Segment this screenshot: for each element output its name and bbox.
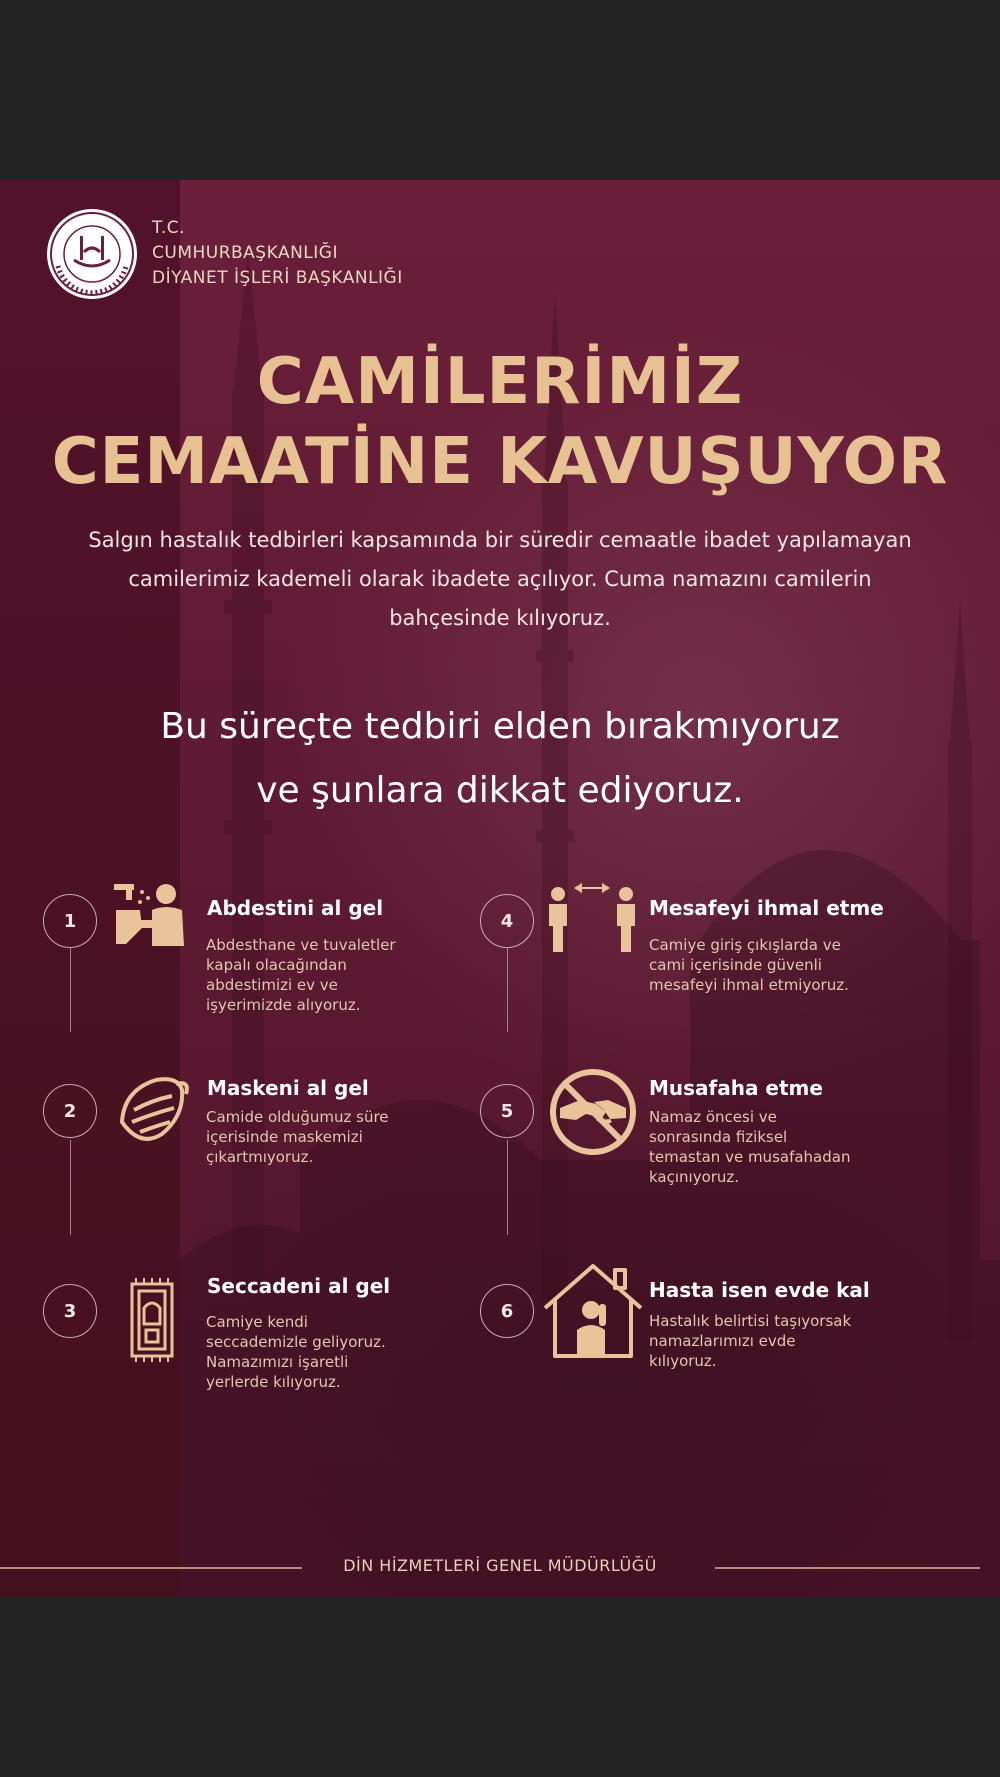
item-title-4: Mesafeyi ihmal etme bbox=[649, 896, 884, 920]
desc-line: sonrasında fiziksel bbox=[649, 1128, 788, 1146]
connector-line bbox=[507, 1140, 508, 1235]
step-number-5: 5 bbox=[480, 1084, 534, 1138]
poster bbox=[0, 180, 1000, 1597]
step-number-1: 1 bbox=[43, 894, 97, 948]
connector-line bbox=[507, 948, 508, 1032]
desc-line: kılıyoruz. bbox=[649, 1352, 717, 1370]
item-desc-3 bbox=[206, 1312, 386, 1392]
footer-department: DİN HİZMETLERİ GENEL MÜDÜRLÜĞÜ bbox=[343, 1556, 657, 1575]
desc-line: Abdesthane ve tuvaletler bbox=[206, 936, 396, 954]
desc-line: kapalı olacağından bbox=[206, 956, 347, 974]
desc-line: işyerimizde alıyoruz. bbox=[206, 996, 361, 1014]
item-desc-4 bbox=[649, 935, 849, 995]
main-title-line1: CAMİLERİMİZ bbox=[256, 345, 744, 419]
connector-line bbox=[70, 948, 71, 1032]
desc-line: seccademizle geliyoruz. bbox=[206, 1333, 386, 1351]
item-title-2: Maskeni al gel bbox=[207, 1076, 369, 1100]
intro-line2: camilerimiz kademeli olarak ibadete açılıyor. Cuma namazını camilerin bbox=[128, 567, 872, 591]
desc-line: Camiye giriş çıkışlarda ve bbox=[649, 936, 841, 954]
subtitle-line1: Bu süreçte tedbiri elden bırakmıyoruz bbox=[160, 706, 840, 747]
distance-icon bbox=[546, 880, 638, 954]
desc-line: namazlarımızı evde bbox=[649, 1332, 796, 1350]
step-number-2: 2 bbox=[43, 1084, 97, 1138]
desc-line: Namaz öncesi ve bbox=[649, 1108, 777, 1126]
org-line-tc: T.C. bbox=[152, 218, 186, 238]
main-title-line2: CEMAATİNE KAVUŞUYOR bbox=[51, 425, 949, 499]
step-number-4: 4 bbox=[480, 894, 534, 948]
desc-line: temastan ve musafahadan bbox=[649, 1148, 851, 1166]
desc-line: çıkartmıyoruz. bbox=[206, 1148, 314, 1166]
prayer-rug-icon bbox=[126, 1278, 178, 1362]
step-number-3: 3 bbox=[43, 1284, 97, 1338]
mask-icon bbox=[112, 1070, 192, 1150]
item-desc-5 bbox=[649, 1107, 850, 1187]
item-title-3: Seccadeni al gel bbox=[207, 1274, 391, 1298]
desc-line: kaçınıyoruz. bbox=[649, 1168, 740, 1186]
item-title-5: Musafaha etme bbox=[649, 1076, 823, 1100]
desc-line: yerlerde kılıyoruz. bbox=[206, 1373, 341, 1391]
desc-line: içerisinde maskemizi bbox=[206, 1128, 363, 1146]
intro-line3: bahçesinde kılıyoruz. bbox=[389, 606, 611, 630]
no-handshake-icon bbox=[546, 1068, 640, 1156]
desc-line: mesafeyi ihmal etmiyoruz. bbox=[649, 976, 849, 994]
desc-line: Camiye kendi bbox=[206, 1313, 308, 1331]
desc-line: Namazımızı işaretli bbox=[206, 1353, 349, 1371]
org-line-presidency: CUMHURBAŞKANLIĞI bbox=[152, 243, 338, 263]
item-desc-6 bbox=[649, 1311, 851, 1371]
desc-line: Hastalık belirtisi taşıyorsak bbox=[649, 1312, 852, 1330]
item-desc-1 bbox=[206, 935, 396, 1015]
step-number-6: 6 bbox=[480, 1284, 534, 1338]
org-line-diyanet: DİYANET İŞLERİ BAŞKANLIĞI bbox=[152, 268, 403, 288]
subtitle-line2: ve şunlara dikkat ediyoruz. bbox=[256, 770, 744, 811]
item-title-6: Hasta isen evde kal bbox=[649, 1278, 870, 1302]
item-title-1: Abdestini al gel bbox=[207, 896, 384, 920]
organization-header bbox=[44, 196, 444, 296]
diyanet-seal-logo bbox=[44, 206, 140, 302]
connector-line bbox=[70, 1140, 71, 1235]
intro-line1: Salgın hastalık tedbirleri kapsamında bir süredir cemaatle ibadet yapılamayan bbox=[88, 528, 912, 552]
desc-line: abdestimizi ev ve bbox=[206, 976, 338, 994]
wudu-icon bbox=[112, 880, 192, 948]
desc-line: Camide olduğumuz süre bbox=[206, 1108, 389, 1126]
item-desc-2 bbox=[206, 1107, 389, 1167]
stay-home-icon bbox=[541, 1260, 645, 1360]
desc-line: cami içerisinde güvenli bbox=[649, 956, 822, 974]
